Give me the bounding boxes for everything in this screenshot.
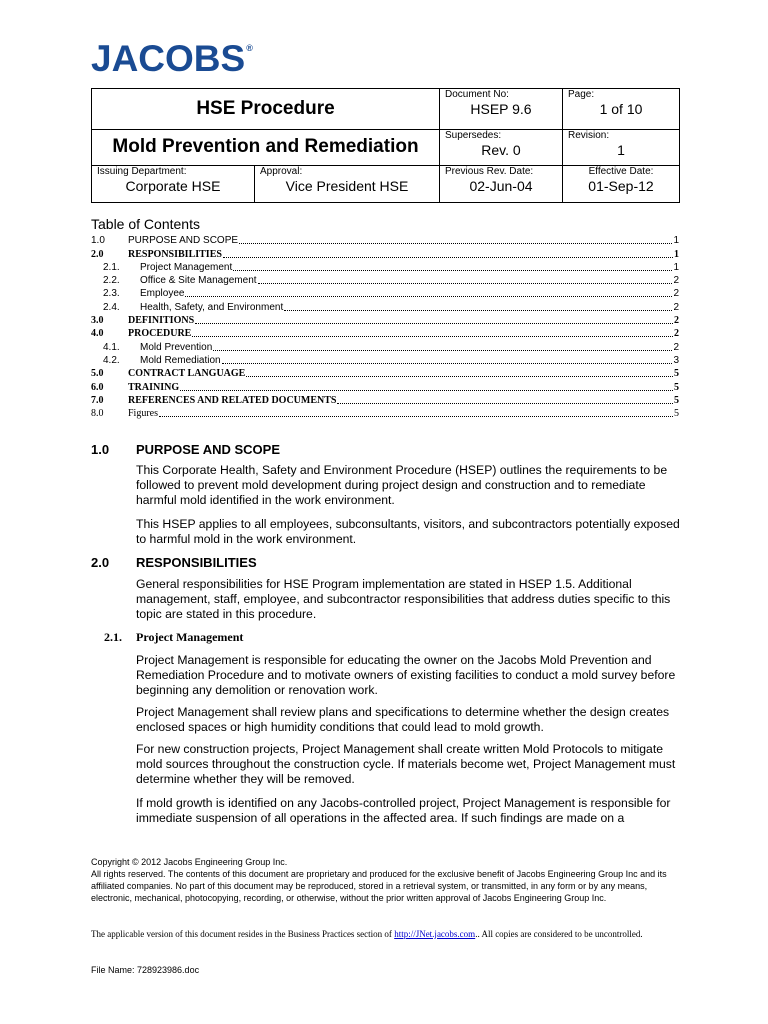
toc-entry-page: 2 [673,288,679,300]
toc-leader-dots [213,349,672,351]
toc-entry[interactable] [91,394,679,407]
toc-entry-number: 4.2. [103,354,120,366]
toc-entry[interactable] [91,274,679,287]
issuing-approval-cell [92,166,440,203]
toc-entry-number: 2.2. [103,275,120,287]
issuing-value: Corporate HSE [125,178,221,194]
issuing-dept [92,166,255,202]
toc-entry-number: 2.4. [103,301,120,313]
toc-leader-dots [246,375,673,377]
toc-title: Table of Contents [91,216,200,232]
document-title: Mold Prevention and Remediation [112,136,419,157]
section-1-heading [91,442,280,457]
toc-entry-number: 8.0 [91,408,104,420]
document-header-table [91,88,680,203]
toc-entry[interactable] [91,327,679,340]
toc-entry[interactable] [91,287,679,300]
effective-label: Effective Date: [588,166,654,177]
toc-entry-number: 1.0 [91,235,105,247]
toc-entry[interactable] [91,234,679,247]
toc-entry-number: 2.1. [103,261,120,273]
section-2-1-heading [104,630,243,645]
page-cell [563,89,680,130]
procedure-type-cell [92,89,440,130]
toc-entry-title: PROCEDURE [128,328,192,340]
section-2-title: RESPONSIBILITIES [136,555,257,570]
toc-entry-page: 1 [673,235,679,247]
toc-entry-title: TRAINING [128,381,180,393]
toc-entry-number: 3.0 [91,315,104,327]
page-value: 1 of 10 [599,101,643,117]
toc-entry-page: 5 [674,394,679,406]
toc-leader-dots [180,389,673,391]
toc-leader-dots [258,282,673,284]
toc-leader-dots [192,335,673,337]
section-2-1-paragraph-4: If mold growth is identified on any Jacobs-controlled project, Project Management is responsible for immediate suspension of all operations in the affected area. If such findings are made on a [136,796,671,826]
toc-entry-title: Mold Prevention [140,341,213,353]
toc-leader-dots [223,256,673,258]
supersedes-label: Supersedes: [445,130,502,141]
approval [255,166,439,202]
section-2-1-number: 2.1. [104,630,122,644]
section-1-paragraph-1: This Corporate Health, Safety and Environment Procedure (HSEP) outlines the requirements to be followed to prevent mold development during project design and construction and to remediate harmful mold identified in the work environment. [136,463,668,508]
toc-entry-title: CONTRACT LANGUAGE [128,368,246,380]
toc-entry-page: 2 [674,328,679,340]
version-text-end: .. All copies are considered to be uncontrolled. [475,929,643,939]
toc-entry-title: Figures [128,408,158,420]
toc-entry-title: Project Management [140,261,233,273]
toc-entry[interactable] [91,261,679,274]
toc-entry-page: 5 [674,408,679,420]
copyright-line: Copyright © 2012 Jacobs Engineering Group Inc. [91,857,288,867]
section-1-title: PURPOSE AND SCOPE [136,442,280,457]
approval-value: Vice President HSE [285,178,409,194]
doc-no-label: Document No: [445,89,509,100]
toc-entry-title: DEFINITIONS [128,315,195,327]
section-2-number: 2.0 [91,555,110,570]
section-2-1-paragraph-3: For new construction projects, Project Management shall create written Mold Protocols to mitigate mold sources throughout the construction cycle. If materials become wet, Project Management must determine whether they will be removed. [136,742,676,787]
toc-entry-title: PURPOSE AND SCOPE [128,235,239,247]
prev-date-cell [440,166,563,203]
section-2-1-paragraph-2: Project Management shall review plans and specifications to determine whether the design creates enclosed spaces or high humidity conditions that could lead to mold growth. [136,705,670,735]
section-2-1-paragraph-1: Project Management is responsible for educating the owner on the Jacobs Mold Prevention and Remediation Procedure and to motivate owners of existing facilities to conduct a mold survey before beginning any demolition or renovation work. [136,653,676,698]
toc-entry-page: 1 [674,248,679,260]
jnet-link[interactable]: http://JNet.jacobs.com [394,929,476,939]
toc-entry[interactable] [91,340,679,353]
rights-notice: All rights reserved. The contents of this document are proprietary and produced for the exclusive benefit of Jacobs Engineering Group Inc and its affiliated companies. No part of this document may be reproduced, stored in a retrieval system, or transmitted, in any form or by any means, electronic, mechanical, photocopying, recording, or otherwise, without the prior written approval of Jacobs Engineering Group Inc. [91,869,667,904]
toc-leader-dots [239,242,672,244]
toc-leader-dots [185,295,672,297]
toc-leader-dots [233,269,672,271]
toc-entry-page: 3 [673,354,679,366]
toc-entry-page: 2 [673,275,679,287]
toc-leader-dots [337,402,673,404]
toc-entry[interactable] [91,367,679,380]
toc-entry-number: 5.0 [91,368,104,380]
toc-entry-number: 6.0 [91,381,104,393]
toc-entry-page: 2 [673,301,679,313]
supersedes-value: Rev. 0 [481,142,521,158]
jacobs-logo: JACOBS® [91,38,253,79]
page-label: Page: [568,89,595,100]
approval-label: Approval: [260,166,303,177]
revision-cell [563,130,680,166]
toc-entry[interactable] [91,354,679,367]
section-2-1-title: Project Management [136,630,244,644]
toc-entry[interactable] [91,247,679,260]
toc-entry[interactable] [91,300,679,313]
toc-entry-number: 4.0 [91,328,104,340]
procedure-type: HSE Procedure [196,98,335,119]
toc-entry-title: Office & Site Management [140,275,257,287]
section-1-number: 1.0 [91,442,110,457]
toc-entry[interactable] [91,314,679,327]
toc-entry-title: RESPONSIBILITIES [128,248,222,260]
toc-leader-dots [195,322,673,324]
toc-entry[interactable] [91,407,679,420]
section-2-heading [91,555,257,570]
registered-mark: ® [246,43,253,53]
section-1-paragraph-2: This HSEP applies to all employees, subconsultants, visitors, and subcontractors potentially exposed to harmful mold in the work environment. [136,517,680,547]
toc-entry-number: 4.1. [103,341,120,353]
toc-entry-title: REFERENCES AND RELATED DOCUMENTS [128,394,337,406]
toc-entry-number: 2.3. [103,288,120,300]
toc-entry-page: 2 [674,315,679,327]
toc-entry-page: 2 [673,341,679,353]
effective-value: 01-Sep-12 [588,178,654,194]
version-notice [91,928,671,940]
toc-entry-page: 5 [674,368,679,380]
prev-date-value: 02-Jun-04 [469,178,533,194]
toc-entry-page: 5 [674,381,679,393]
table-of-contents [91,234,679,420]
toc-entry-number: 2.0 [91,248,104,260]
section-2-paragraph-1: General responsibilities for HSE Program implementation are stated in HSEP 1.5. Additional management, staff, employee, and subcontractor responsibilities that address duties specific to this topic are stated in this procedure. [136,577,671,622]
toc-entry-title: Mold Remediation [140,354,221,366]
file-name: File Name: 728923986.doc [91,965,200,975]
toc-leader-dots [159,415,673,417]
toc-entry-title: Employee [140,288,185,300]
issuing-label: Issuing Department: [97,166,187,177]
toc-entry-title: Health, Safety, and Environment [140,301,284,313]
toc-entry-page: 1 [673,261,679,273]
toc-entry[interactable] [91,380,679,393]
doc-no-value: HSEP 9.6 [470,101,532,117]
supersedes-cell [440,130,563,166]
revision-value: 1 [617,142,625,158]
toc-entry-number: 7.0 [91,394,104,406]
doc-no-cell [440,89,563,130]
toc-leader-dots [284,309,672,311]
title-cell [92,130,440,166]
toc-leader-dots [222,362,673,364]
effective-date-cell [563,166,680,203]
prev-date-label: Previous Rev. Date: [445,166,534,177]
version-text: The applicable version of this document resides in the Business Practices section of [91,929,395,939]
revision-label: Revision: [568,130,610,141]
